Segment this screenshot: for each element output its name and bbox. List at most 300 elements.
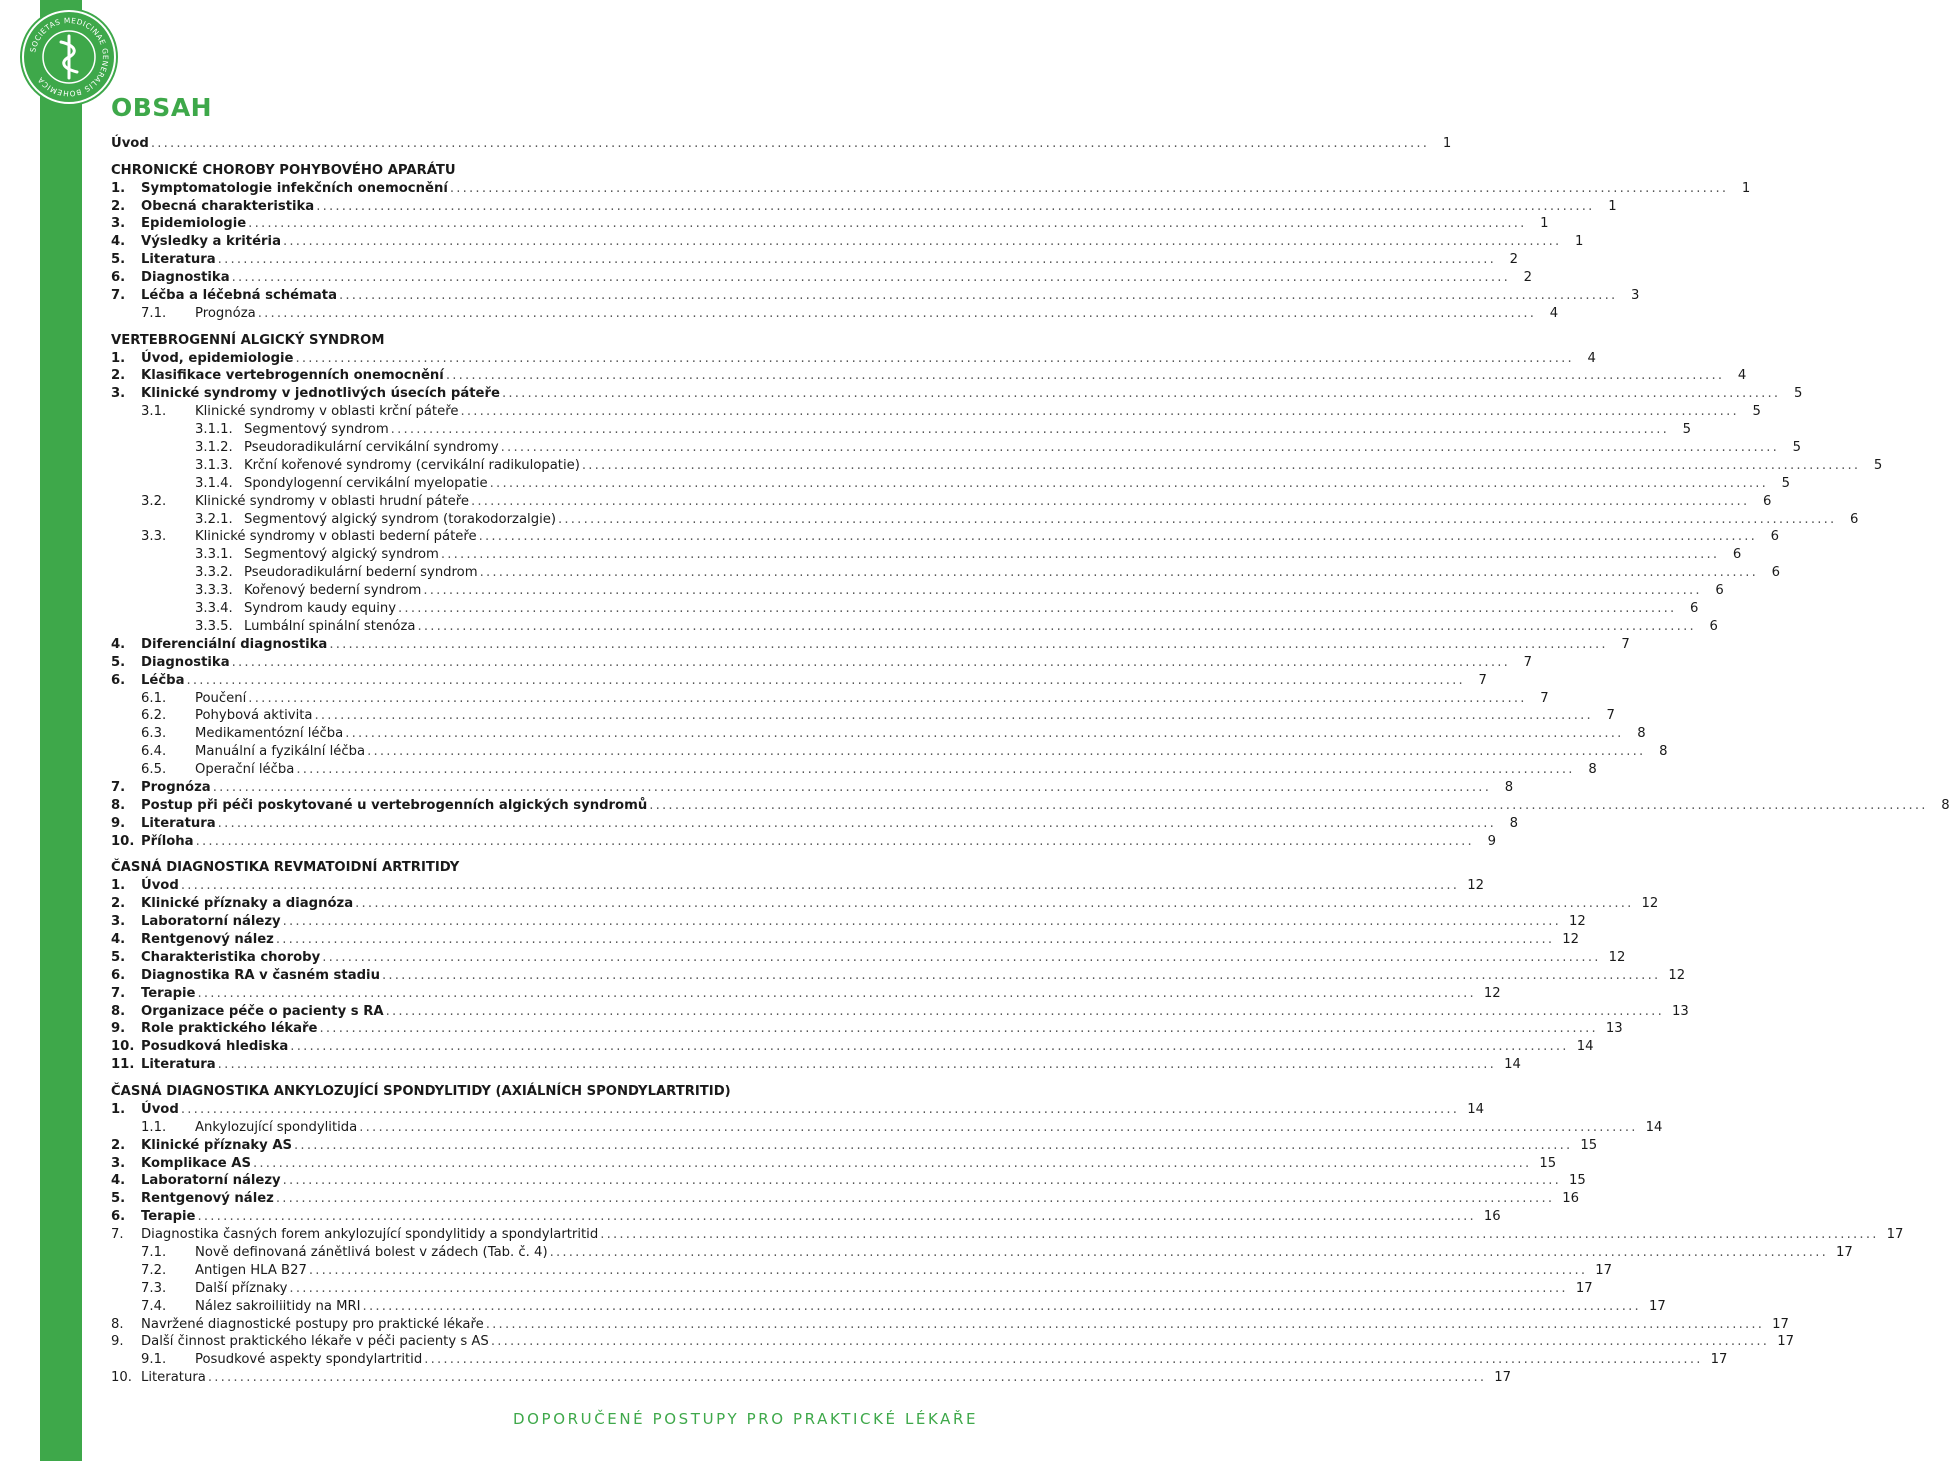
dot-leader xyxy=(290,1038,1568,1056)
toc-entry-number: 4. xyxy=(111,636,126,652)
dot-leader xyxy=(367,743,1645,761)
toc-entry-label: Poučení xyxy=(195,690,247,706)
dot-leader xyxy=(283,233,1561,251)
toc-entry[interactable] xyxy=(111,600,1699,618)
toc-entry-page: 17 xyxy=(1772,1316,1789,1332)
dot-leader xyxy=(296,350,1574,368)
toc-entry[interactable] xyxy=(111,1003,1689,1021)
dot-leader xyxy=(391,421,1669,439)
toc-entry-number: 7.3. xyxy=(141,1280,167,1296)
toc-entry-number: 1. xyxy=(111,350,126,366)
toc-entry-page: 17 xyxy=(1494,1370,1512,1386)
dot-leader xyxy=(316,198,1594,216)
toc-entry[interactable] xyxy=(111,1155,1557,1173)
dot-leader xyxy=(382,967,1660,985)
toc-entry-page: 6 xyxy=(1690,601,1699,617)
toc-entry-label: Ankylozující spondylitida xyxy=(195,1119,358,1135)
toc-entry-label: Literatura xyxy=(141,1057,216,1073)
toc-entry-page: 12 xyxy=(1668,967,1686,983)
toc-entry[interactable] xyxy=(111,350,1596,368)
toc-entry[interactable] xyxy=(111,949,1626,967)
toc-entry[interactable] xyxy=(111,743,1668,761)
toc-entry[interactable] xyxy=(111,761,1597,779)
toc-entry-page: 3 xyxy=(1630,288,1640,304)
toc-entry[interactable] xyxy=(111,457,1883,475)
toc-entry-number: 3. xyxy=(111,1155,126,1171)
dot-leader xyxy=(502,385,1780,403)
toc-entry-number: 8. xyxy=(111,797,126,813)
dot-leader xyxy=(582,457,1860,475)
toc-entry-number: 2. xyxy=(111,896,126,912)
dot-leader xyxy=(479,528,1757,546)
toc-entry-page: 15 xyxy=(1580,1137,1598,1153)
toc-entry-label: Epidemiologie xyxy=(141,216,247,232)
toc-entry-number: 3.3.2. xyxy=(195,565,233,581)
toc-entry[interactable] xyxy=(111,1101,1484,1119)
dot-leader xyxy=(339,287,1617,305)
toc-entry-label: Příloha xyxy=(141,833,194,849)
toc-entry-number: 6.5. xyxy=(141,762,167,778)
toc-entry[interactable] xyxy=(111,672,1487,690)
page-title: OBSAH xyxy=(111,93,213,122)
toc-entry-label: Medikamentózní léčba xyxy=(195,726,344,742)
toc-entry-page: 1 xyxy=(1442,136,1452,151)
toc-entry[interactable] xyxy=(111,1280,1593,1298)
dot-leader xyxy=(276,931,1554,949)
toc-entry-label: Literatura xyxy=(141,1370,206,1386)
dot-leader xyxy=(486,1316,1764,1334)
toc-entry[interactable] xyxy=(111,493,1772,511)
toc-entry[interactable] xyxy=(111,797,1950,815)
toc-entry[interactable] xyxy=(111,269,1532,287)
toc-entry[interactable] xyxy=(111,511,1859,529)
toc-entry-label: Lumbální spinální stenóza xyxy=(244,618,416,634)
toc-entry-page: 1 xyxy=(1540,216,1549,232)
toc-entry[interactable] xyxy=(111,1369,1512,1387)
toc-entry-label: Diferenciální diagnostika xyxy=(141,636,328,652)
toc-entry[interactable] xyxy=(111,1298,1666,1316)
toc-entry[interactable] xyxy=(111,251,1519,269)
toc-entry-page: 13 xyxy=(1671,1003,1689,1019)
dot-leader xyxy=(490,475,1768,493)
toc-entry[interactable] xyxy=(111,815,1519,833)
toc-entry-number: 1. xyxy=(111,878,126,894)
toc-entry-label: Laboratorní nálezy xyxy=(141,914,281,930)
toc-entry-number: 3.1.1. xyxy=(195,422,233,438)
dot-leader xyxy=(208,1369,1486,1387)
toc-entry-number: 8. xyxy=(111,1316,124,1332)
toc-entry-number: 6.4. xyxy=(141,744,167,760)
toc-entry[interactable] xyxy=(111,180,1751,198)
toc-entry-number: 9. xyxy=(111,1021,126,1037)
toc-entry-label: Literatura xyxy=(141,252,216,268)
dot-leader xyxy=(253,1155,1531,1173)
toc-entry-page: 12 xyxy=(1608,949,1626,965)
toc-entry-page: 14 xyxy=(1576,1039,1594,1055)
dot-leader xyxy=(218,251,1496,269)
toc-entry[interactable] xyxy=(111,421,1692,439)
toc-entry-number: 4. xyxy=(111,931,126,947)
toc-entry-page: 6 xyxy=(1732,547,1742,563)
toc-entry-number: 6. xyxy=(111,1209,126,1225)
toc-entry-label: Posudkové aspekty spondylartritid xyxy=(195,1352,423,1368)
dot-leader xyxy=(218,815,1496,833)
toc-entry-label: Symptomatologie infekčních onemocnění xyxy=(141,180,448,196)
toc-entry-number: 3.3.4. xyxy=(195,601,233,617)
toc-entry[interactable] xyxy=(111,1351,1728,1369)
green-sidebar-stripe xyxy=(40,0,82,1461)
toc-entry[interactable] xyxy=(111,1038,1594,1056)
toc-entry-page: 12 xyxy=(1483,985,1501,1001)
toc-entry-number: 1. xyxy=(111,180,126,196)
toc-entry-label: Další příznaky xyxy=(195,1280,288,1296)
toc-entry-page: 12 xyxy=(1562,931,1580,947)
toc-entry-label: Pseudoradikulární bederní syndrom xyxy=(244,565,478,581)
toc-entry-label: Segmentový algický syndrom (torakodorzalgie) xyxy=(244,511,556,527)
toc-entry[interactable] xyxy=(111,877,1484,895)
toc-entry-number: 2. xyxy=(111,368,126,384)
toc-entry-number: 7.1. xyxy=(141,1245,167,1260)
toc-entry-number: 6. xyxy=(111,967,126,983)
section-heading: ČASNÁ DIAGNOSTIKA REVMATOIDNÍ ARTRITIDY xyxy=(111,860,460,876)
toc-entry-number: 7.2. xyxy=(141,1262,167,1278)
toc-entry[interactable] xyxy=(111,1137,1598,1155)
toc-entry-number: 7. xyxy=(111,288,126,304)
toc-entry[interactable] xyxy=(111,654,1532,672)
toc-entry-label: Léčba a léčebná schémata xyxy=(141,288,337,304)
toc-entry-label: Výsledky a kritéria xyxy=(141,234,281,250)
toc-entry-number: 3.3.5. xyxy=(195,618,233,634)
toc-entry[interactable] xyxy=(111,636,1630,654)
toc-entry-page: 5 xyxy=(1781,475,1791,491)
toc-entry-label: Kořenový bederní syndrom xyxy=(244,583,422,599)
dot-leader xyxy=(491,1333,1769,1351)
toc-entry-label: Organizace péče o pacienty s RA xyxy=(141,1003,384,1019)
toc-entry-number: 4. xyxy=(111,234,126,250)
dot-leader xyxy=(329,636,1607,654)
toc-entry[interactable] xyxy=(111,385,1803,403)
toc-entry-page: 8 xyxy=(1588,762,1597,778)
toc-entry-page: 6 xyxy=(1715,583,1724,599)
toc-entry-page: 14 xyxy=(1504,1057,1521,1073)
toc-entry-page: 8 xyxy=(1637,726,1646,742)
toc-entry-page: 15 xyxy=(1569,1173,1586,1189)
toc-entry[interactable] xyxy=(111,1208,1501,1226)
toc-entry[interactable] xyxy=(111,564,1780,582)
toc-entry-number: 1. xyxy=(111,1101,126,1117)
toc-entry[interactable] xyxy=(111,305,1559,323)
toc-entry-page: 7 xyxy=(1621,636,1630,652)
toc-entry-number: 3. xyxy=(111,914,126,930)
toc-entry[interactable] xyxy=(111,725,1646,743)
toc-entry-number: 2. xyxy=(111,1137,126,1153)
toc-entry-page: 6 xyxy=(1762,493,1772,509)
toc-entry-label: Klinické syndromy v oblasti hrudní páteře xyxy=(195,493,469,509)
toc-entry-number: 7.1. xyxy=(141,305,167,321)
dot-leader xyxy=(386,1003,1664,1021)
dot-leader xyxy=(196,833,1474,851)
toc-entry-page: 8 xyxy=(1504,779,1514,795)
toc-entry-number: 5. xyxy=(111,1191,126,1207)
toc-entry-number: 6.3. xyxy=(141,726,167,742)
toc-entry-label: Pseudoradikulární cervikální syndromy xyxy=(244,440,499,456)
toc-entry-page: 8 xyxy=(1941,797,1950,813)
dot-leader xyxy=(424,1351,1702,1369)
toc-entry-label: Charakteristika choroby xyxy=(141,949,321,965)
toc-entry-page: 7 xyxy=(1606,708,1615,724)
toc-entry[interactable] xyxy=(111,546,1742,564)
toc-entry-label: Klinické příznaky a diagnóza xyxy=(141,896,354,912)
dot-leader xyxy=(232,654,1510,672)
toc-entry-label: Diagnostika RA v časném stadiu xyxy=(141,967,380,983)
toc-entry-label: Terapie xyxy=(141,985,196,1001)
dot-leader xyxy=(213,779,1491,797)
toc-entry-label: Úvod xyxy=(111,136,149,151)
dot-leader xyxy=(218,1056,1496,1074)
toc-entry-page: 2 xyxy=(1523,270,1532,286)
toc-entry-number: 5. xyxy=(111,252,126,268)
toc-entry-number: 7. xyxy=(111,985,126,1001)
toc-entry[interactable] xyxy=(111,1244,1853,1262)
toc-entry[interactable] xyxy=(111,690,1549,708)
toc-entry-number: 7. xyxy=(111,1227,124,1243)
toc-entry-number: 3.1. xyxy=(141,404,167,420)
toc-entry-number: 3.1.2. xyxy=(195,440,233,456)
toc-entry-label: Klasifikace vertebrogenních onemocnění xyxy=(141,368,444,384)
dot-leader xyxy=(550,1244,1828,1262)
toc-entry[interactable] xyxy=(111,833,1496,851)
toc-entry-page: 4 xyxy=(1737,368,1747,384)
toc-entry-number: 8. xyxy=(111,1003,126,1019)
dot-leader xyxy=(198,985,1476,1003)
toc-entry-intro[interactable] xyxy=(111,135,1452,153)
toc-entry-number: 4. xyxy=(111,1173,126,1189)
toc-entry-number: 6. xyxy=(111,672,126,688)
toc-entry-label: Segmentový syndrom xyxy=(244,422,389,438)
toc-entry-label: Navržené diagnostické postupy pro praktické lékaře xyxy=(141,1316,484,1332)
toc-entry-number: 9.1. xyxy=(141,1352,167,1368)
dot-leader xyxy=(355,895,1633,913)
toc-entry-number: 3.2.1. xyxy=(195,511,233,527)
toc-entry-number: 3.3.1. xyxy=(195,547,233,563)
toc-entry-label: Komplikace AS xyxy=(141,1155,251,1171)
toc-entry-page: 14 xyxy=(1467,1101,1484,1117)
toc-entry-page: 9 xyxy=(1487,833,1496,849)
toc-entry[interactable] xyxy=(111,582,1724,600)
toc-entry-label: Role praktického lékaře xyxy=(141,1021,318,1037)
toc-entry[interactable] xyxy=(111,1226,1904,1244)
toc-entry-number: 6. xyxy=(111,270,126,286)
dot-leader xyxy=(232,269,1510,287)
toc-entry-label: Léčba xyxy=(141,672,185,688)
toc-entry[interactable] xyxy=(111,198,1617,216)
toc-entry-page: 4 xyxy=(1587,350,1596,366)
toc-entry-number: 10. xyxy=(111,833,135,849)
toc-entry-label: Diagnostika xyxy=(141,654,230,670)
society-logo xyxy=(22,10,116,104)
dot-leader xyxy=(248,690,1526,708)
dot-leader xyxy=(359,1119,1637,1137)
toc-entry[interactable] xyxy=(111,779,1514,797)
dot-leader xyxy=(258,305,1536,323)
dot-leader xyxy=(187,672,1465,690)
toc-entry[interactable] xyxy=(111,367,1747,385)
toc-entry-number: 3. xyxy=(111,216,126,232)
toc-entry-label: Úvod, epidemiologie xyxy=(141,350,294,366)
dot-leader xyxy=(423,582,1701,600)
toc-entry[interactable] xyxy=(111,1119,1663,1137)
dot-leader xyxy=(320,1020,1598,1038)
toc-entry-label: Obecná charakteristika xyxy=(141,198,315,214)
toc-entry[interactable] xyxy=(111,1316,1789,1334)
toc-entry-label: Prognóza xyxy=(141,779,211,795)
dot-leader xyxy=(501,439,1779,457)
dot-leader xyxy=(471,493,1749,511)
dot-leader xyxy=(283,1172,1561,1190)
toc-entry[interactable] xyxy=(111,895,1659,913)
toc-entry-number: 3.3.3. xyxy=(195,583,233,599)
toc-entry-label: Postup při péči poskytované u vertebrogenních algických syndromů xyxy=(141,797,648,813)
dot-leader xyxy=(450,180,1728,198)
toc-entry-page: 1 xyxy=(1741,180,1751,196)
dot-leader xyxy=(363,1298,1641,1316)
toc-entry[interactable] xyxy=(111,287,1640,305)
toc-entry-label: Klinické příznaky AS xyxy=(141,1137,293,1153)
toc-entry-number: 9. xyxy=(111,1334,124,1350)
toc-entry-page: 5 xyxy=(1873,457,1883,473)
toc-entry-label: Diagnostika xyxy=(141,270,230,286)
toc-entry-page: 6 xyxy=(1850,511,1859,527)
dot-leader xyxy=(198,1208,1476,1226)
toc-entry-label: Úvod xyxy=(141,878,179,894)
dot-leader xyxy=(181,877,1459,895)
toc-entry-page: 12 xyxy=(1467,878,1484,894)
toc-entry[interactable] xyxy=(111,618,1718,636)
toc-entry-label: Nově definovaná zánětlivá bolest v zádech (Tab. č. 4) xyxy=(195,1245,548,1260)
dot-leader xyxy=(283,913,1561,931)
toc-entry-page: 4 xyxy=(1549,305,1559,321)
toc-entry-label: Syndrom kaudy equiny xyxy=(244,601,397,617)
logo-emblem-icon xyxy=(24,12,114,102)
toc-entry-number: 6.2. xyxy=(141,708,167,724)
dot-leader xyxy=(460,403,1738,421)
toc-entry-label: Antigen HLA B27 xyxy=(195,1262,307,1278)
dot-leader xyxy=(289,1280,1567,1298)
toc-entry-label: Spondylogenní cervikální myelopatie xyxy=(244,475,488,491)
toc-entry-number: 9. xyxy=(111,815,126,831)
toc-entry-page: 12 xyxy=(1641,896,1659,912)
toc-entry-number: 7.4. xyxy=(141,1298,167,1314)
toc-entry-page: 17 xyxy=(1710,1352,1728,1368)
toc-entry-label: Nález sakroiliitidy na MRI xyxy=(195,1298,361,1314)
toc-entry[interactable] xyxy=(111,439,1802,457)
toc-entry[interactable] xyxy=(111,1172,1586,1190)
toc-entry[interactable] xyxy=(111,1190,1580,1208)
footer-series-title: DOPORUČENÉ POSTUPY PRO PRAKTICKÉ LÉKAŘE xyxy=(513,1410,979,1428)
toc-entry-number: 2. xyxy=(111,198,126,214)
toc-entry-page: 16 xyxy=(1483,1209,1501,1225)
toc-entry-label: Prognóza xyxy=(195,305,256,321)
dot-leader xyxy=(151,135,1429,153)
toc-entry-label: Klinické syndromy v oblasti krční páteře xyxy=(195,404,459,420)
toc-entry-number: 5. xyxy=(111,949,126,965)
toc-entry[interactable] xyxy=(111,1262,1613,1280)
toc-entry[interactable] xyxy=(111,1056,1521,1074)
dot-leader xyxy=(248,215,1526,233)
toc-entry-page: 1 xyxy=(1574,234,1584,250)
toc-entry-page: 6 xyxy=(1770,529,1779,545)
toc-entry-page: 7 xyxy=(1478,672,1487,688)
toc-entry[interactable] xyxy=(111,403,1761,421)
dot-leader xyxy=(600,1226,1878,1244)
toc-entry-label: Klinické syndromy v jednotlivých úsecích páteře xyxy=(141,386,500,402)
toc-entry-page: 5 xyxy=(1752,404,1761,420)
toc-entry-number: 3.2. xyxy=(141,493,167,509)
toc-entry-page: 5 xyxy=(1793,386,1803,402)
toc-entry[interactable] xyxy=(111,215,1549,233)
toc-entry-page: 2 xyxy=(1509,252,1519,268)
toc-entry-number: 5. xyxy=(111,654,126,670)
toc-entry-page: 13 xyxy=(1605,1021,1623,1037)
toc-entry-page: 17 xyxy=(1835,1245,1853,1260)
toc-entry-page: 12 xyxy=(1569,914,1586,930)
toc-entry-label: Diagnostika časných forem ankylozující spondylitidy a spondylartritid xyxy=(141,1227,599,1243)
toc-entry-page: 17 xyxy=(1595,1262,1613,1278)
toc-entry[interactable] xyxy=(111,707,1615,725)
toc-entry[interactable] xyxy=(111,985,1501,1003)
toc-entry-page: 17 xyxy=(1648,1298,1666,1314)
toc-entry[interactable] xyxy=(111,931,1580,949)
toc-entry[interactable] xyxy=(111,1020,1623,1038)
toc-entry-page: 6 xyxy=(1709,618,1718,634)
toc-entry-number: 3.1.3. xyxy=(195,457,233,473)
toc-entry-label: Terapie xyxy=(141,1209,196,1225)
section-heading: ČASNÁ DIAGNOSTIKA ANKYLOZUJÍCÍ SPONDYLITIDY (AXIÁLNÍCH SPONDYLARTRITID) xyxy=(111,1083,731,1099)
toc-entry-number: 6.1. xyxy=(141,690,167,706)
dot-leader xyxy=(296,761,1574,779)
svg-text:SOCIETAS MEDICINAE GENERALIS B: SOCIETAS MEDICINAE GENERALIS BOHEMICA xyxy=(28,15,111,99)
toc-entry[interactable] xyxy=(111,1333,1794,1351)
toc-entry[interactable] xyxy=(111,233,1584,251)
toc-entry-page: 7 xyxy=(1540,690,1549,706)
dot-leader xyxy=(181,1101,1459,1119)
toc-entry-number: 3. xyxy=(111,386,126,402)
dot-leader xyxy=(480,564,1758,582)
dot-leader xyxy=(315,707,1593,725)
toc-entry-number: 10. xyxy=(111,1370,132,1386)
dot-leader xyxy=(309,1262,1587,1280)
dot-leader xyxy=(398,600,1676,618)
toc-entry-page: 6 xyxy=(1771,565,1780,581)
section-heading: VERTEBROGENNÍ ALGICKÝ SYNDROM xyxy=(111,332,385,348)
toc-entry-page: 17 xyxy=(1777,1334,1794,1350)
toc-entry-label: Posudková hlediska xyxy=(141,1039,289,1055)
toc-entry[interactable] xyxy=(111,528,1779,546)
toc-entry-label: Operační léčba xyxy=(195,762,295,778)
toc-entry-page: 17 xyxy=(1575,1280,1593,1296)
toc-entry-page: 7 xyxy=(1523,654,1532,670)
toc-entry-page: 16 xyxy=(1562,1191,1580,1207)
toc-entry-number: 11. xyxy=(111,1057,135,1073)
section-heading: CHRONICKÉ CHOROBY POHYBOVÉHO APARÁTU xyxy=(111,162,456,178)
toc-entry-label: Laboratorní nálezy xyxy=(141,1173,281,1189)
toc-entry[interactable] xyxy=(111,913,1586,931)
toc-entry-page: 8 xyxy=(1659,744,1668,760)
toc-entry-page: 1 xyxy=(1608,198,1617,214)
toc-entry[interactable] xyxy=(111,967,1686,985)
toc-entry[interactable] xyxy=(111,475,1791,493)
toc-entry-page: 5 xyxy=(1682,422,1692,438)
